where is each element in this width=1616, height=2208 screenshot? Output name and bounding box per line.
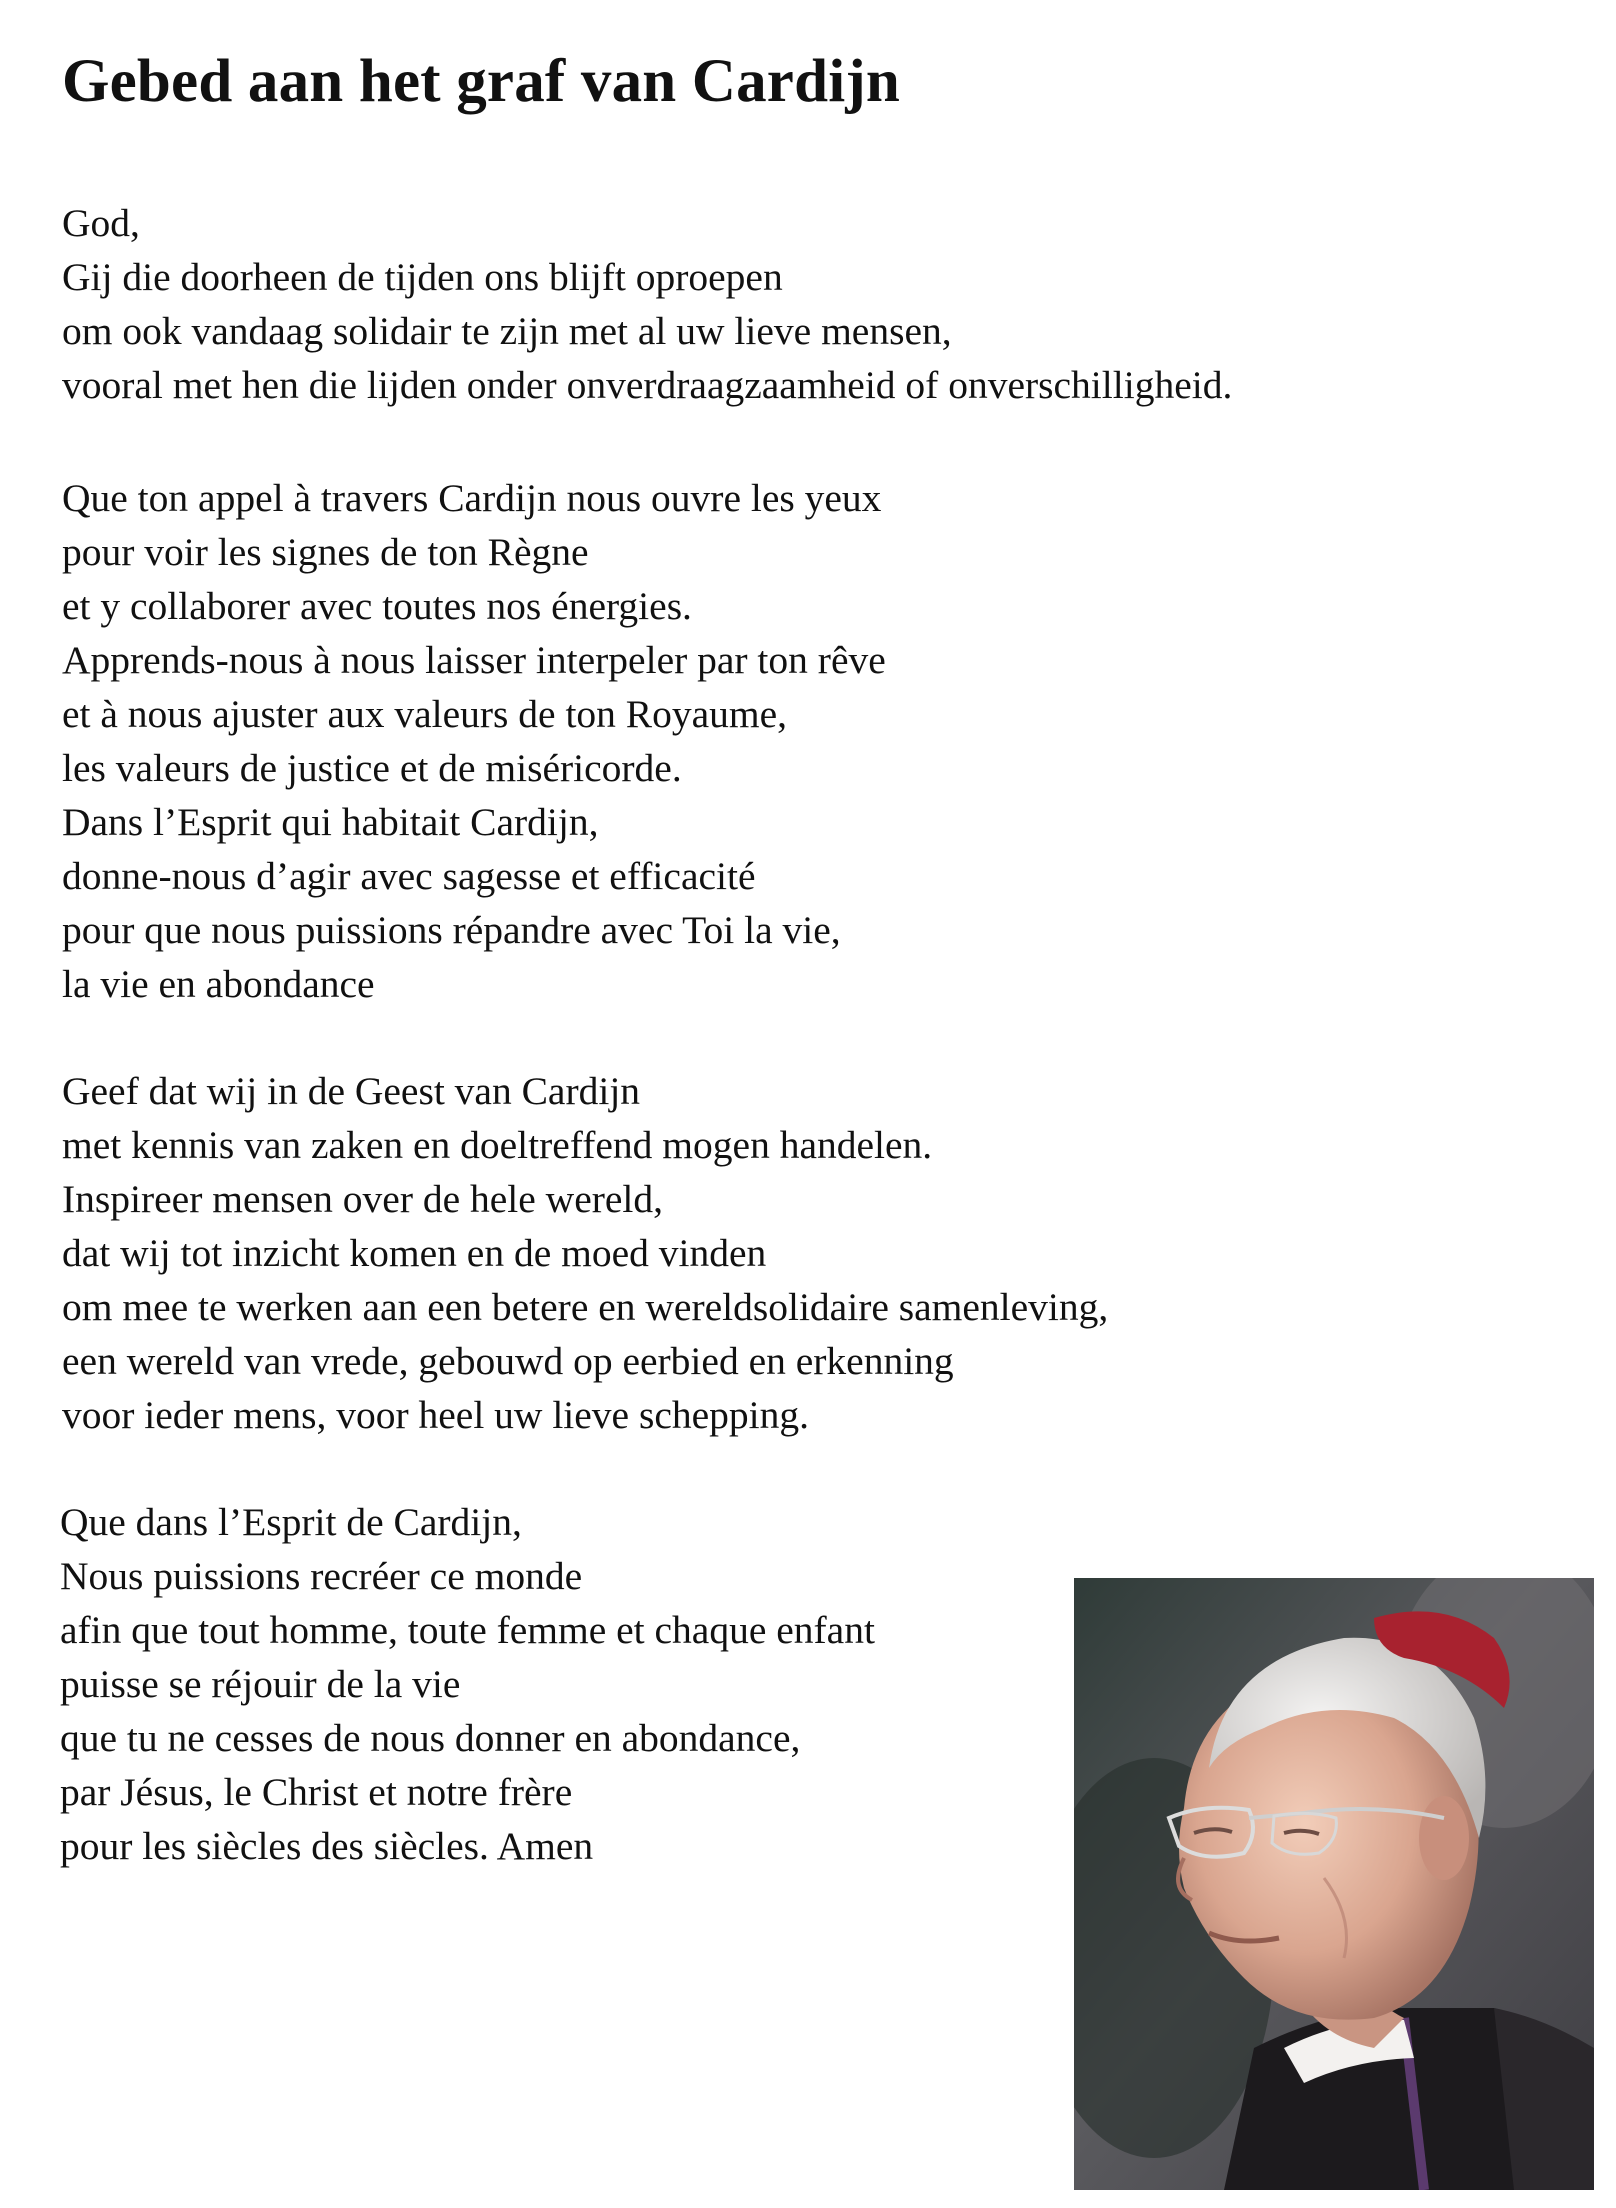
text-line: God, xyxy=(62,201,140,245)
text-line: Nous puissions recréer ce monde xyxy=(60,1554,583,1598)
page-title: Gebed aan het graf van Cardijn xyxy=(62,48,900,115)
stanza-dutch-opening xyxy=(62,196,1232,412)
text-line: par Jésus, le Christ et notre frère xyxy=(60,1770,573,1814)
text-line: Gij die doorheen de tijden ons blijft oproepen xyxy=(62,255,783,299)
text-line: voor ieder mens, voor heel uw lieve schepping. xyxy=(62,1393,809,1437)
portrait-photo xyxy=(1074,1578,1594,2190)
text-line: om ook vandaag solidair te zijn met al uw lieve mensen, xyxy=(62,309,952,353)
text-line: afin que tout homme, toute femme et chaque enfant xyxy=(60,1608,875,1652)
stanza-dutch-second xyxy=(62,1064,1108,1442)
text-line: Apprends-nous à nous laisser interpeler par ton rêve xyxy=(62,638,886,682)
text-line: Geef dat wij in de Geest van Cardijn xyxy=(62,1069,641,1113)
text-line: pour voir les signes de ton Règne xyxy=(62,530,589,574)
text-line: Inspireer mensen over de hele wereld, xyxy=(62,1177,664,1221)
text-line: een wereld van vrede, gebouwd op eerbied en erkenning xyxy=(62,1339,954,1383)
text-line: vooral met hen die lijden onder onverdraagzaamheid of onverschilligheid. xyxy=(62,363,1233,407)
text-line: pour que nous puissions répandre avec Toi la vie, xyxy=(62,908,841,952)
text-line: et y collaborer avec toutes nos énergies. xyxy=(62,584,692,628)
text-line: dat wij tot inzicht komen en de moed vinden xyxy=(62,1231,767,1275)
text-line: donne-nous d’agir avec sagesse et efficacité xyxy=(62,854,756,898)
text-line: et à nous ajuster aux valeurs de ton Royaume, xyxy=(62,692,788,736)
text-line: om mee te werken aan een betere en wereldsolidaire samenleving, xyxy=(62,1285,1109,1329)
text-line: que tu ne cesses de nous donner en abondance, xyxy=(60,1716,801,1760)
text-line: Dans l’Esprit qui habitait Cardijn, xyxy=(62,800,599,844)
text-line: la vie en abondance xyxy=(62,962,375,1006)
text-line: met kennis van zaken en doeltreffend mogen handelen. xyxy=(62,1123,933,1167)
portrait-illustration xyxy=(1074,1578,1594,2190)
stanza-french-closing xyxy=(60,1495,875,1873)
text-line: pour les siècles des siècles. Amen xyxy=(60,1824,594,1868)
text-line: Que dans l’Esprit de Cardijn, xyxy=(60,1500,522,1544)
text-line: Que ton appel à travers Cardijn nous ouvre les yeux xyxy=(62,476,882,520)
text-line: les valeurs de justice et de miséricorde. xyxy=(62,746,682,790)
text-line: puisse se réjouir de la vie xyxy=(60,1662,461,1706)
stanza-french-first xyxy=(62,471,886,1011)
